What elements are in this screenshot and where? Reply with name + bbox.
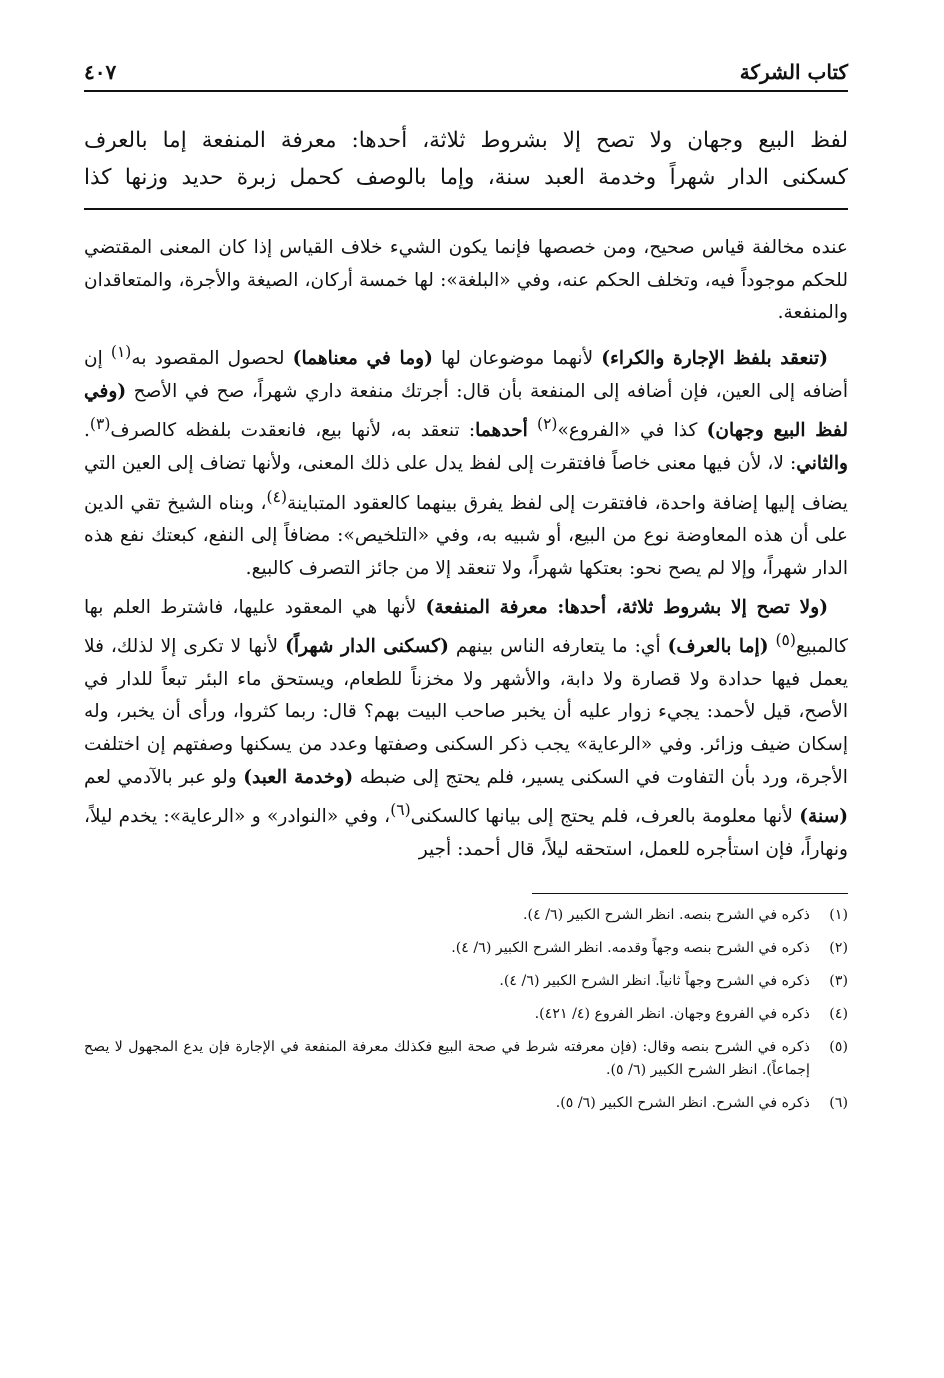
commentary-text: : لا، لأن فيها معنى خاصاً فافتقرت إلى لفظ يدل على ذلك المعنى، ولأنها تضاف إلى العين التي يضاف إليها إضافة واحدة، فافتقرت إلى لفظ يفرق بينهما كالعقود المتباينة <box>84 452 848 514</box>
text-divider <box>84 208 848 210</box>
footnote-number: (٥) <box>829 1038 848 1055</box>
main-text-line: لفظ البيع وجهان ولا تصح إلا بشروط ثلاثة، أحدها: معرفة المنفعة إما بالعرف <box>84 128 848 153</box>
quoted-text: (تنعقد بلفظ الإجارة والكراء) <box>601 347 828 369</box>
commentary-paragraph <box>84 592 848 867</box>
footnote-text: ذكره في الشرح وجهاً ثانياً. انظر الشرح الكبير (٦/ ٤). <box>499 972 810 989</box>
commentary-text: لحصول المقصود به <box>131 347 293 369</box>
quoted-text: (سنة) <box>799 806 848 828</box>
commentary-text: إن أضافه إلى العين، فإن أضافه إلى المنفعة بأن قال: أجرتك منفعة داري شهراً، صح في الأصح <box>84 347 848 402</box>
footnote-ref[interactable]: (٥) <box>775 631 796 650</box>
commentary-text: أي: ما يتعارفه الناس بينهم <box>448 636 668 658</box>
footnote-text: ذكره في الشرح بنصه وقال: (فإن معرفته شرط في صحة البيع فكذلك معرفة المنفعة في الإجارة فإن يدع المجهول لا يصح إجماعاً). انظر الشرح الكبير (٦/ ٥). <box>84 1038 810 1078</box>
footnote-number: (٣) <box>829 972 848 989</box>
quoted-text: (كسكنى الدار شهراً) <box>285 636 449 658</box>
commentary-text: كذا في «الفروع» <box>557 420 707 442</box>
quoted-text: (إما بالعرف) <box>667 636 769 658</box>
footnote <box>84 970 848 993</box>
footnote-text: ذكره في الشرح. انظر الشرح الكبير (٦/ ٥). <box>555 1094 810 1111</box>
commentary-text: لأنها معلومة بالعرف، فلم يحتج إلى بيانها كالسكنى <box>410 806 800 828</box>
footnotes <box>84 904 848 1115</box>
quoted-text: أحدهما <box>475 420 528 442</box>
commentary-text: ولو عبر بالآدمي لعم <box>84 766 244 788</box>
commentary-text: ، وبناه الشيخ تقي الدين على أن هذه المعاوضة نوع من البيع، أو شبيه به، وفي «التلخيص»: مضافاً إلى النفع، كبعتك نفع هذه الدار شهراً، وإلا لم يصح نحو: بعتكها شهراً، ولا تنعقد إلا من جائز التصرف كالبيع. <box>84 492 848 579</box>
footnote-text: ذكره في الشرح بنصه وجهاً وقدمه. انظر الشرح الكبير (٦/ ٤). <box>451 939 810 956</box>
footnote-ref[interactable]: (٣) <box>89 415 111 434</box>
footnote-number: (٢) <box>829 939 848 956</box>
commentary-paragraph <box>84 336 848 586</box>
footnote <box>84 904 848 927</box>
footnote-text: ذكره في الفروع وجهان. انظر الفروع (٤/ ٤٢١). <box>534 1005 810 1022</box>
commentary-text: لأنها هي المعقود عليها، فاشترط العلم بها كالمبيع <box>84 596 848 658</box>
quoted-text: (وفي لفظ البيع وجهان) <box>84 380 849 442</box>
book-page <box>84 60 848 1125</box>
commentary-text: : تنعقد به، لأنها بيع، فانعقدت بلفظه كالصرف <box>110 420 476 442</box>
commentary-text: لأنهما موضوعان لها <box>432 347 602 369</box>
quoted-text: (ولا تصح إلا بشروط ثلاثة، أحدها: معرفة المنفعة) <box>425 596 828 618</box>
footnote <box>84 1092 848 1115</box>
quoted-text: والثاني <box>796 452 848 474</box>
running-header <box>84 60 848 92</box>
footnote-ref[interactable]: (١) <box>110 342 132 361</box>
footnote <box>84 1003 848 1026</box>
commentary-text: . <box>84 420 90 442</box>
footnote-ref[interactable]: (٤) <box>266 487 287 506</box>
footnote-divider <box>532 893 848 894</box>
main-text <box>84 122 848 196</box>
commentary-text: ، وفي «النوادر» و «الرعاية»: يخدم ليلاً، ونهاراً، فإن استأجره للعمل، استحقه ليلاً، قال أحمد: أجير <box>84 806 848 861</box>
footnote-ref[interactable]: (٢) <box>537 415 558 434</box>
chapter-title: كتاب الشركة <box>732 60 848 84</box>
commentary-paragraph: عنده مخالفة قياس صحيح، ومن خصصها فإنما يكون الشيء خلاف القياس إذا كان المعنى المقتضي للحكم موجوداً فيه، وتخلف الحكم عنه، وفي «البلغة»: لها خمسة أركان، الصيغة والأجرة، والمتعاقدان والمنفعة. <box>84 237 848 324</box>
footnote-ref[interactable]: (٦) <box>390 801 411 820</box>
page-number: ٤٠٧ <box>84 60 124 84</box>
footnote-number: (٤) <box>829 1005 848 1022</box>
footnote <box>84 937 848 960</box>
footnote-number: (١) <box>829 906 848 923</box>
footnote-number: (٦) <box>829 1094 848 1111</box>
quoted-text: (وخدمة العبد) <box>243 766 354 788</box>
commentary-text <box>528 420 537 441</box>
commentary <box>84 232 848 867</box>
footnote <box>84 1036 848 1082</box>
main-text-line: كسكنى الدار شهراً وخدمة العبد سنة، وإما بالوصف كحمل زبرة حديد وزنها كذا <box>84 165 848 190</box>
quoted-text: (وما في معناهما) <box>292 347 433 369</box>
commentary-text: لأنها لا تكرى إلا لذلك، فلا يعمل فيها حدادة ولا قصارة ولا دابة، والأشهر ولا مخزناً للطعام، ويستحق ماء البئر تبعاً للدار في الأصح، قيل لأحمد: يجيء زوار عليه أن يخبر صاحب البيت بهم؟ قال: ربما كثروا، ورأى أن يخبر، وله إسكان ضيف وزائر. وفي «الرعاية» يجب ذكر السكنى وصفتها وعدد من يسكنها وصفتهم إن اختلفت الأجرة، ورد بأن التفاوت في السكنى يسير، فلم يحتج إلى ضبطه <box>84 636 848 788</box>
footnote-text: ذكره في الشرح بنصه. انظر الشرح الكبير (٦/ ٤). <box>523 906 810 923</box>
